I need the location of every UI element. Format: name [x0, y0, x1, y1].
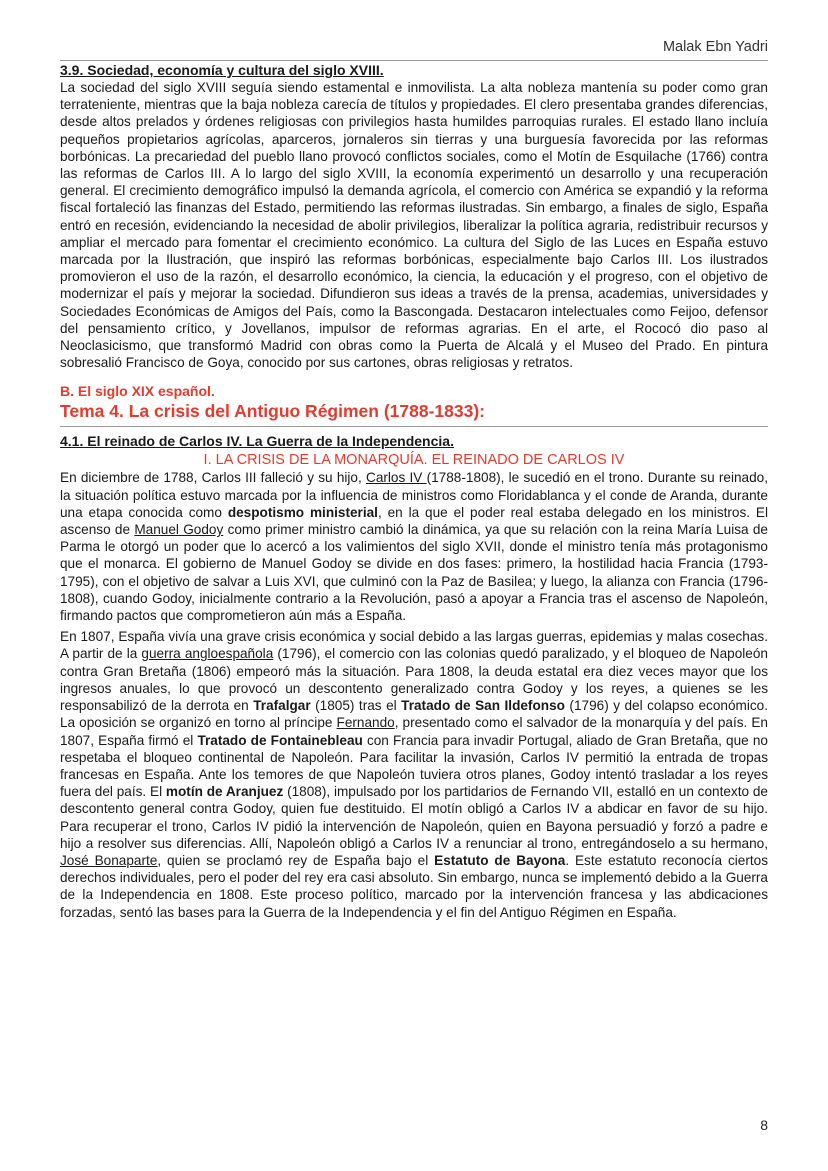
underlined-jose-bonaparte: José Bonaparte: [60, 852, 158, 868]
text-run: , en la que el poder real estaba delegado en los ministros. El ascenso de: [60, 504, 768, 538]
text-run: (1805) tras el: [310, 698, 402, 714]
section-4-1-paragraph-2: [60, 628, 768, 920]
section-3-9-paragraph: La sociedad del siglo XVIII seguía siendo estamental e inmovilista. La alta nobleza mantenía su poder como gran terrateniente, mientras que la baja nobleza carecía de títulos y propiedades. El clero presentaba grandes diferencias, desde altos prelados y órdenes religiosas con privilegios hasta humildes parroquias rurales. El estado llano incluía pequeños propietarios agrícolas, aparceros, jornaleros sin tierras y una burguesía favorecida por las reformas borbónicas. La precariedad del pueblo llano provocó conflictos sociales, como el Motín de Esquilache (1766) contra las reformas de Carlos III. A lo largo del siglo XVIII, la economía experimentó un desarrollo y una recuperación general. El crecimiento demográfico impulsó la demanda agrícola, el comercio con América se expandió y la reforma fiscal fortaleció las finanzas del Estado, permitiendo las reformas ilustradas. Sin embargo, a finales de siglo, España entró en recesión, evidenciando la necesidad de abolir privilegios, liberalizar la política agraria, redistribuir recursos y ampliar el mercado para fomentar el crecimiento económico. La cultura del Siglo de las Luces en España estuvo marcada por la Ilustración, que inspiró las reformas borbónicas, especialmente bajo Carlos III. Los ilustrados promovieron el uso de la razón, el desarrollo económico, la ciencia, la educación y el progreso, con el objetivo de modernizar el país y mejorar la sociedad. Difundieron sus ideas a través de la prensa, academias, universidades y Sociedades Económicas de Amigos del País, como la Bascongada. Destacaron intelectuales como Feijoo, defensor del pensamiento crítico, y Jovellanos, impulsor de reformas agrarias. En el arte, el Rococó dio paso al Neoclasicismo, que transformó Madrid con obras como la Puerta de Alcalá y el Museo del Prado. En pintura sobresalió Francisco de Goya, conocido por sus cartones, obras religiosas y retratos.: [60, 80, 768, 371]
page-number: 8: [760, 1117, 768, 1133]
section-4-1-paragraph-1: [60, 469, 768, 624]
bold-tratado-fontainebleau: Tratado de Fontainebleau: [197, 732, 363, 748]
bold-estatuto-bayona: Estatuto de Bayona: [434, 852, 566, 868]
text-run: En diciembre de 1788, Carlos III falleció y su hijo,: [60, 470, 366, 486]
bold-despotismo-ministerial: despotismo ministerial: [227, 504, 378, 520]
text-run: como primer ministro cambió la dinámica, ya que su relación con la reina María Luisa de Parma le otorgó un poder que lo acercó a los valimientos del siglo XVII, donde el ministro tenía más protagonismo que el monarca. El gobierno de Manuel Godoy se divide en dos fases: primero, la hostilidad hacia Francia (1793-1795), con el objetivo de salvar a Luis XVI, que culminó con la Paz de Basilea; y luego, la alianza con Francia (1796-1808), cuando Godoy, inicialmente contrario a la Revolución, pasó a apoyar a Francia tras el ascenso de Napoleón, firmando pactos que comprometieron aún más a España.: [60, 522, 768, 624]
bold-tratado-san-ildefonso: Tratado de San Ildefonso: [401, 698, 565, 714]
page-content: [60, 62, 768, 921]
text-run: (1808), impulsado por los partidarios de Fernando VII, estalló en un contexto de descontento general contra Godoy, quien fue destituido. El motín obligó a Carlos IV a abdicar en favor de su hijo. Para recuperar el trono, Carlos IV pidió la intervención de Napoleón, quien en Bayona persuadió y forzó a padre e hijo a resolver sus diferencias. Allí, Napoleón obligó a Carlos IV a renunciar al trono, entregándoselo a su hermano,: [60, 784, 768, 851]
text-run: En 1807, España vivía una grave crisis económica y social debido a las largas guerras, epidemias y malas cosechas. A partir de la: [60, 629, 768, 662]
text-run: (1796) y del colapso económico. La oposición se organizó en torno al príncipe: [60, 698, 768, 731]
underlined-manuel-godoy: Manuel Godoy: [134, 522, 224, 538]
section-4-1-heading: 4.1. El reinado de Carlos IV. La Guerra de la Independencia.: [60, 433, 454, 450]
tema-divider: [60, 426, 768, 427]
underlined-fernando: Fernando: [336, 715, 395, 731]
text-run: . Este estatuto reconocía ciertos derechos individuales, pero el poder del rey era casi absoluto. Sin embargo, nunca se implementó debido a la Guerra de la Independencia en 1808. Este proceso político, marcado por la intervención francesa y las abdicaciones forzadas, sentó las bases para la Guerra de la Independencia y el fin del Antiguo Régimen en España.: [60, 852, 768, 920]
bold-trafalgar: Trafalgar: [253, 698, 311, 714]
text-run: , presentado como el salvador de la monarquía y del país. En 1807, España firmó el: [60, 715, 768, 748]
part-b-label: B. El siglo XIX español.: [60, 383, 215, 400]
text-run: , quien se proclamó rey de España bajo el: [157, 852, 435, 868]
section-3-9-heading: 3.9. Sociedad, economía y cultura del siglo XVIII.: [60, 62, 384, 78]
underlined-carlos-iv: Carlos IV: [366, 470, 427, 486]
header-author: Malak Ebn Yadri: [662, 39, 768, 55]
text-run: (1796), el comercio con las colonias quedó paralizado, y el bloqueo de Napoleón contra Gran Bretaña (1806) empeoró más la situación. Para 1808, la deuda estatal era diez veces mayor que los ingresos anuales, lo que provocó un descontento generalizado contra Godoy y los reyes, a quienes se les responsabilizó de la derrota en: [60, 646, 768, 714]
tema-4-title: Tema 4. La crisis del Antiguo Régimen (1788-1833):: [60, 401, 485, 422]
text-run: con Francia para invadir Portugal, aliado de Gran Bretaña, que no respetaba el bloqueo continental de Napoleón. Para facilitar la invasión, Carlos IV permitió la entrada de tropas francesas en España. Ante los temores de que Napoleón tuviera otros planes, Godoy intentó trasladar a los reyes fuera del país. El: [60, 732, 768, 800]
underlined-guerra-angloespanola: guerra angloespañola: [141, 646, 274, 662]
section-4-1-subtitle: I. LA CRISIS DE LA MONARQUÍA. EL REINADO DE CARLOS IV: [203, 452, 625, 469]
header-divider: [60, 60, 768, 61]
text-run: (1788-1808), le sucedió en el trono. Durante su reinado, la situación política estuvo marcada por la influencia de ministros como Floridablanca y el conde de Aranda, durante una etapa conocida como: [60, 470, 768, 520]
bold-motin-aranjuez: motín de Aranjuez: [165, 784, 284, 800]
